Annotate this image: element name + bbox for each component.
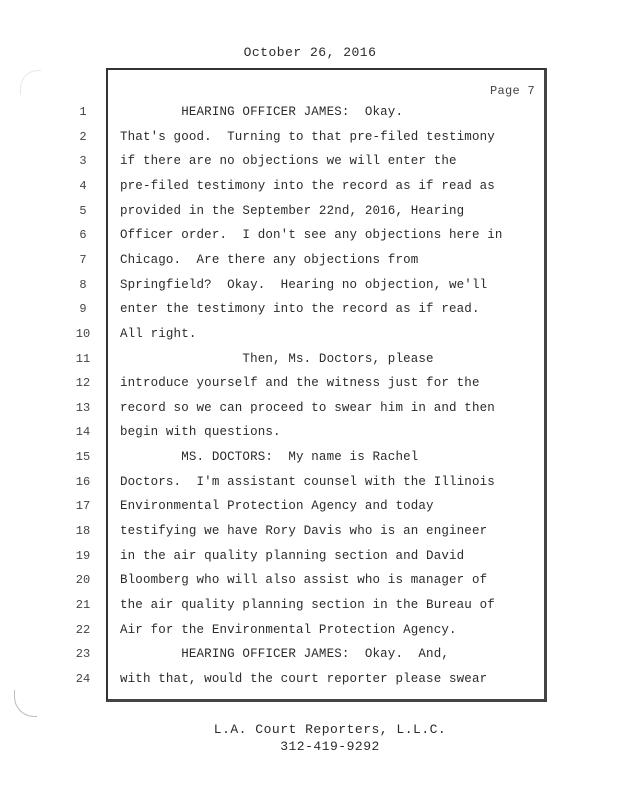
line-number: 16 xyxy=(75,475,91,489)
line-number: 14 xyxy=(75,425,91,439)
line-number: 19 xyxy=(75,549,91,563)
line-number: 10 xyxy=(75,327,91,341)
line-number: 17 xyxy=(75,499,91,513)
line-number: 22 xyxy=(75,623,91,637)
binder-hole-mark xyxy=(14,690,37,717)
footer-company: L.A. Court Reporters, L.L.C. xyxy=(213,722,447,737)
line-number: 4 xyxy=(79,179,87,193)
line-number: 3 xyxy=(79,154,87,168)
line-number: 1 xyxy=(79,105,87,119)
line-number: 12 xyxy=(75,376,91,390)
transcript-line-text: introduce yourself and the witness just for the xyxy=(120,376,480,390)
line-number: 18 xyxy=(75,524,91,538)
transcript-line-text: Doctors. I'm assistant counsel with the Illinois xyxy=(120,475,495,489)
transcript-line-text: Chicago. Are there any objections from xyxy=(120,253,419,267)
transcript-line-text: All right. xyxy=(120,327,197,341)
line-number: 5 xyxy=(79,204,87,218)
transcript-line-text: if there are no objections we will enter the xyxy=(120,154,457,168)
line-number: 2 xyxy=(79,130,87,144)
line-number: 23 xyxy=(75,647,91,661)
transcript-line-text: Air for the Environmental Protection Agency. xyxy=(120,623,457,637)
transcript-line-text: enter the testimony into the record as if read. xyxy=(120,302,480,316)
transcript-line-text: pre-filed testimony into the record as if read as xyxy=(120,179,495,193)
line-number: 21 xyxy=(75,598,91,612)
transcript-line-text: record so we can proceed to swear him in and then xyxy=(120,401,495,415)
transcript-line-text: That's good. Turning to that pre-filed testimony xyxy=(120,130,495,144)
transcript-line-text: the air quality planning section in the Bureau of xyxy=(120,598,495,612)
line-number: 6 xyxy=(79,228,87,242)
page-scan-mark xyxy=(20,70,41,95)
transcript-line-text: Then, Ms. Doctors, please xyxy=(120,352,434,366)
transcript-line-text: Bloomberg who will also assist who is manager of xyxy=(120,573,488,587)
transcript-line-text: MS. DOCTORS: My name is Rachel xyxy=(120,450,419,464)
transcript-line-text: HEARING OFFICER JAMES: Okay. xyxy=(120,105,404,119)
line-number: 15 xyxy=(75,450,91,464)
transcript-line-text: with that, would the court reporter please swear xyxy=(120,672,488,686)
line-number: 8 xyxy=(79,278,87,292)
line-number: 9 xyxy=(79,302,87,316)
transcript-line-text: Officer order. I don't see any objections here in xyxy=(120,228,503,242)
transcript-line-text: Environmental Protection Agency and today xyxy=(120,499,434,513)
transcript-line-text: testifying we have Rory Davis who is an engineer xyxy=(120,524,488,538)
page-number: Page 7 xyxy=(490,84,536,98)
footer-phone: 312-419-9292 xyxy=(280,739,380,754)
line-number: 7 xyxy=(79,253,87,267)
transcript-line-text: provided in the September 22nd, 2016, Hearing xyxy=(120,204,465,218)
transcript-line-text: HEARING OFFICER JAMES: Okay. And, xyxy=(120,647,450,661)
transcript-line-text: Springfield? Okay. Hearing no objection, we'll xyxy=(120,278,488,292)
line-number: 13 xyxy=(75,401,91,415)
transcript-date: October 26, 2016 xyxy=(243,45,377,60)
transcript-line-text: begin with questions. xyxy=(120,425,281,439)
line-number: 11 xyxy=(75,352,91,366)
transcript-line-text: in the air quality planning section and David xyxy=(120,549,465,563)
line-number: 24 xyxy=(75,672,91,686)
line-number: 20 xyxy=(75,573,91,587)
